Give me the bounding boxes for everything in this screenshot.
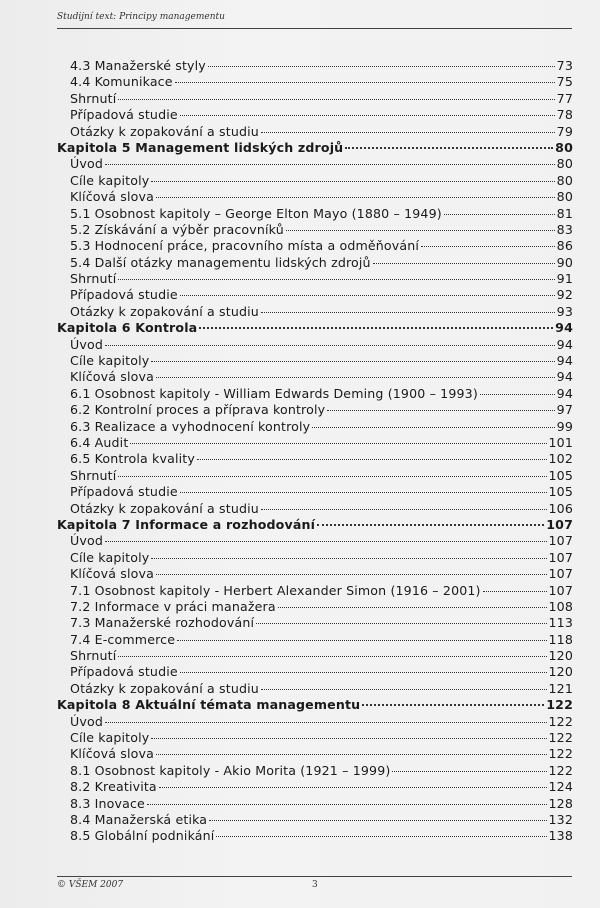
toc-dot-leader <box>105 345 555 346</box>
toc-page-number: 94 <box>556 353 573 369</box>
toc-page-number: 106 <box>548 500 573 516</box>
toc-dot-leader <box>130 443 546 444</box>
toc-entry-title: 6.2 Kontrolní proces a příprava kontroly <box>70 402 326 418</box>
toc-chapter-entry <box>57 697 573 713</box>
toc-dot-leader <box>180 672 547 673</box>
toc-entry-title: 6.1 Osobnost kapitoly - William Edwards Deming (1900 – 1993) <box>70 385 478 401</box>
toc-entry-title: Klíčová slova <box>70 189 154 205</box>
toc-entry-title: Klíčová slova <box>70 369 154 385</box>
toc-entry-title: 5.1 Osobnost kapitoly – George Elton Mayo (1880 – 1949) <box>70 205 442 221</box>
toc-page-number: 107 <box>548 533 573 549</box>
running-header: Studijní text: Principy managementu <box>57 12 225 22</box>
toc-dot-leader <box>209 820 546 821</box>
footer-copyright: © VŠEM 2007 <box>57 880 124 890</box>
toc-entry <box>57 828 573 844</box>
toc-page-number: 94 <box>556 385 573 401</box>
toc-entry <box>57 156 573 172</box>
toc-page-number: 94 <box>556 336 573 352</box>
toc-dot-leader <box>444 214 555 215</box>
toc-entry-title: 5.3 Hodnocení práce, pracovního místa a odměňování <box>70 238 420 254</box>
toc-entry <box>57 107 573 123</box>
toc-entry-title: 5.2 Získávání a výběr pracovníků <box>70 221 284 237</box>
toc-entry-title: 5.4 Další otázky managementu lidských zdrojů <box>70 254 371 270</box>
toc-entry <box>57 714 573 730</box>
toc-entry-title: Případová studie <box>70 484 178 500</box>
toc-dot-leader <box>362 704 544 706</box>
toc-entry <box>57 632 573 648</box>
toc-entry-title: Shrnutí <box>70 648 117 664</box>
toc-dot-leader <box>151 558 546 559</box>
toc-page-number: 79 <box>556 123 573 139</box>
toc-dot-leader <box>177 640 546 641</box>
toc-entry-title: 7.4 E-commerce <box>70 631 176 647</box>
toc-dot-leader <box>105 164 555 165</box>
toc-entry-title: 8.1 Osobnost kapitoly - Akio Morita (1921 – 1999) <box>70 762 391 778</box>
toc-page-number: 75 <box>556 74 573 90</box>
toc-dot-leader <box>256 623 546 624</box>
toc-dot-leader <box>118 476 546 477</box>
toc-page-number: 138 <box>548 828 573 844</box>
toc-page-number: 99 <box>556 418 573 434</box>
header-rule <box>57 28 572 29</box>
toc-page-number: 97 <box>556 402 573 418</box>
footer-rule <box>57 876 572 877</box>
toc-entry <box>57 583 573 599</box>
toc-entry-title: Úvod <box>70 336 103 352</box>
toc-entry-title: 8.3 Inovace <box>70 795 145 811</box>
toc-entry <box>57 58 573 74</box>
toc-page-number: 78 <box>556 107 573 123</box>
toc-entry <box>57 255 573 271</box>
toc-entry <box>57 386 573 402</box>
toc-page-number: 122 <box>548 713 573 729</box>
toc-entry <box>57 468 573 484</box>
toc-entry-title: 7.1 Osobnost kapitoly - Herbert Alexander Simon (1916 – 2001) <box>70 582 481 598</box>
toc-entry-title: Klíčová slova <box>70 746 154 762</box>
toc-dot-leader <box>483 591 547 592</box>
footer-page-number: 3 <box>312 880 318 890</box>
toc-page-number: 107 <box>548 582 573 598</box>
toc-entry-title: Klíčová slova <box>70 566 154 582</box>
toc-page-number: 101 <box>548 434 573 450</box>
toc-entry <box>57 681 573 697</box>
toc-dot-leader <box>345 147 553 149</box>
toc-entry <box>57 615 573 631</box>
toc-dot-leader <box>392 771 546 772</box>
toc-entry-title: Případová studie <box>70 664 178 680</box>
toc-entry-title: Kapitola 8 Aktuální témata managementu <box>57 697 361 713</box>
toc-entry <box>57 484 573 500</box>
toc-entry-title: Případová studie <box>70 107 178 123</box>
toc-dot-leader <box>180 115 555 116</box>
toc-entry <box>57 664 573 680</box>
table-of-contents <box>57 58 573 845</box>
toc-dot-leader <box>327 410 554 411</box>
toc-page-number: 93 <box>556 303 573 319</box>
toc-page-number: 90 <box>556 254 573 270</box>
toc-dot-leader <box>118 656 546 657</box>
toc-dot-leader <box>421 246 555 247</box>
toc-entry-title: 7.2 Informace v práci manažera <box>70 598 276 614</box>
toc-entry <box>57 550 573 566</box>
toc-page-number: 91 <box>556 271 573 287</box>
toc-entry <box>57 353 573 369</box>
toc-page-number: 122 <box>548 730 573 746</box>
toc-dot-leader <box>151 361 554 362</box>
toc-page-number: 121 <box>548 680 573 696</box>
toc-page-number: 77 <box>556 90 573 106</box>
toc-dot-leader <box>261 689 547 690</box>
toc-dot-leader <box>156 197 555 198</box>
toc-entry <box>57 599 573 615</box>
toc-entry <box>57 222 573 238</box>
toc-dot-leader <box>180 295 555 296</box>
toc-dot-leader <box>118 279 554 280</box>
toc-entry-title: Shrnutí <box>70 467 117 483</box>
toc-entry <box>57 173 573 189</box>
toc-entry-title: 8.2 Kreativita <box>70 779 157 795</box>
toc-entry-title: Kapitola 6 Kontrola <box>57 320 198 336</box>
toc-entry-title: Otázky k zopakování a studiu <box>70 680 259 696</box>
toc-dot-leader <box>199 327 553 329</box>
toc-chapter-entry <box>57 140 573 156</box>
toc-page-number: 120 <box>548 664 573 680</box>
toc-chapter-entry <box>57 320 573 336</box>
toc-dot-leader <box>180 492 547 493</box>
toc-entry-title: Cíle kapitoly <box>70 353 150 369</box>
toc-dot-leader <box>159 787 547 788</box>
toc-entry <box>57 124 573 140</box>
toc-entry <box>57 238 573 254</box>
toc-entry <box>57 746 573 762</box>
toc-page-number: 80 <box>556 172 573 188</box>
toc-entry-title: Cíle kapitoly <box>70 549 150 565</box>
toc-entry-title: Kapitola 7 Informace a rozhodování <box>57 516 316 532</box>
toc-page-number: 128 <box>548 795 573 811</box>
toc-page-number: 94 <box>555 320 573 336</box>
toc-page-number: 105 <box>548 484 573 500</box>
toc-entry <box>57 566 573 582</box>
toc-entry <box>57 796 573 812</box>
toc-page-number: 122 <box>548 746 573 762</box>
toc-page-number: 73 <box>556 58 573 73</box>
toc-dot-leader <box>261 132 555 133</box>
toc-entry-title: 4.3 Manažerské styly <box>70 58 206 73</box>
toc-page-number: 80 <box>556 189 573 205</box>
toc-page-number: 92 <box>556 287 573 303</box>
toc-entry <box>57 74 573 90</box>
toc-dot-leader <box>312 427 554 428</box>
toc-dot-leader <box>156 574 547 575</box>
toc-page-number: 83 <box>556 221 573 237</box>
toc-page-number: 81 <box>556 205 573 221</box>
toc-entry <box>57 206 573 222</box>
toc-dot-leader <box>480 394 555 395</box>
toc-page-number: 122 <box>546 697 573 713</box>
toc-entry <box>57 730 573 746</box>
toc-dot-leader <box>317 524 544 526</box>
toc-dot-leader <box>156 377 555 378</box>
toc-entry <box>57 91 573 107</box>
toc-entry-title: 7.3 Manažerské rozhodování <box>70 615 255 631</box>
toc-dot-leader <box>208 66 555 67</box>
toc-entry-title: Úvod <box>70 713 103 729</box>
toc-dot-leader <box>156 754 547 755</box>
toc-entry-title: Úvod <box>70 156 103 172</box>
toc-entry <box>57 304 573 320</box>
toc-dot-leader <box>147 804 547 805</box>
toc-dot-leader <box>151 738 546 739</box>
toc-page-number: 120 <box>548 648 573 664</box>
toc-entry <box>57 271 573 287</box>
toc-page-number: 86 <box>556 238 573 254</box>
toc-dot-leader <box>175 82 555 83</box>
toc-entry-title: Shrnutí <box>70 271 117 287</box>
toc-page-number: 113 <box>548 615 573 631</box>
toc-entry <box>57 369 573 385</box>
toc-entry-title: Případová studie <box>70 287 178 303</box>
toc-entry <box>57 812 573 828</box>
toc-entry <box>57 451 573 467</box>
toc-page-number: 107 <box>548 549 573 565</box>
toc-entry-title: Shrnutí <box>70 90 117 106</box>
toc-page-number: 124 <box>548 779 573 795</box>
toc-dot-leader <box>105 722 547 723</box>
toc-dot-leader <box>216 836 546 837</box>
toc-entry-title: Kapitola 5 Management lidských zdrojů <box>57 139 344 155</box>
toc-dot-leader <box>151 181 554 182</box>
toc-dot-leader <box>261 509 547 510</box>
toc-page-number: 80 <box>555 139 573 155</box>
toc-entry <box>57 533 573 549</box>
toc-page-number: 108 <box>548 598 573 614</box>
toc-dot-leader <box>105 541 547 542</box>
toc-entry-title: 8.4 Manažerská etika <box>70 811 208 827</box>
toc-entry-title: Otázky k zopakování a studiu <box>70 500 259 516</box>
toc-entry <box>57 402 573 418</box>
toc-page-number: 132 <box>548 811 573 827</box>
toc-entry-title: Cíle kapitoly <box>70 730 150 746</box>
toc-dot-leader <box>278 607 547 608</box>
toc-entry-title: Otázky k zopakování a studiu <box>70 303 259 319</box>
toc-entry <box>57 189 573 205</box>
toc-page-number: 107 <box>546 516 573 532</box>
toc-page-number: 94 <box>556 369 573 385</box>
toc-entry-title: Úvod <box>70 533 103 549</box>
toc-chapter-entry <box>57 517 573 533</box>
toc-dot-leader <box>286 230 555 231</box>
toc-entry-title: Cíle kapitoly <box>70 172 150 188</box>
toc-entry-title: 4.4 Komunikace <box>70 74 173 90</box>
toc-entry <box>57 435 573 451</box>
toc-page-number: 122 <box>548 762 573 778</box>
toc-page-number: 107 <box>548 566 573 582</box>
toc-entry-title: 8.5 Globální podnikání <box>70 828 215 844</box>
toc-entry <box>57 648 573 664</box>
toc-dot-leader <box>373 263 555 264</box>
toc-entry-title: 6.4 Audit <box>70 434 129 450</box>
toc-entry <box>57 763 573 779</box>
toc-dot-leader <box>197 459 547 460</box>
toc-entry-title: 6.3 Realizace a vyhodnocení kontroly <box>70 418 311 434</box>
toc-entry <box>57 419 573 435</box>
toc-dot-leader <box>118 99 554 100</box>
toc-page-number: 118 <box>548 631 573 647</box>
toc-entry <box>57 337 573 353</box>
toc-entry <box>57 287 573 303</box>
toc-page-number: 80 <box>556 156 573 172</box>
toc-page-number: 105 <box>548 467 573 483</box>
toc-entry <box>57 779 573 795</box>
toc-entry-title: Otázky k zopakování a studiu <box>70 123 259 139</box>
toc-entry-title: 6.5 Kontrola kvality <box>70 451 195 467</box>
toc-page-number: 102 <box>548 451 573 467</box>
toc-entry <box>57 501 573 517</box>
toc-dot-leader <box>261 312 555 313</box>
